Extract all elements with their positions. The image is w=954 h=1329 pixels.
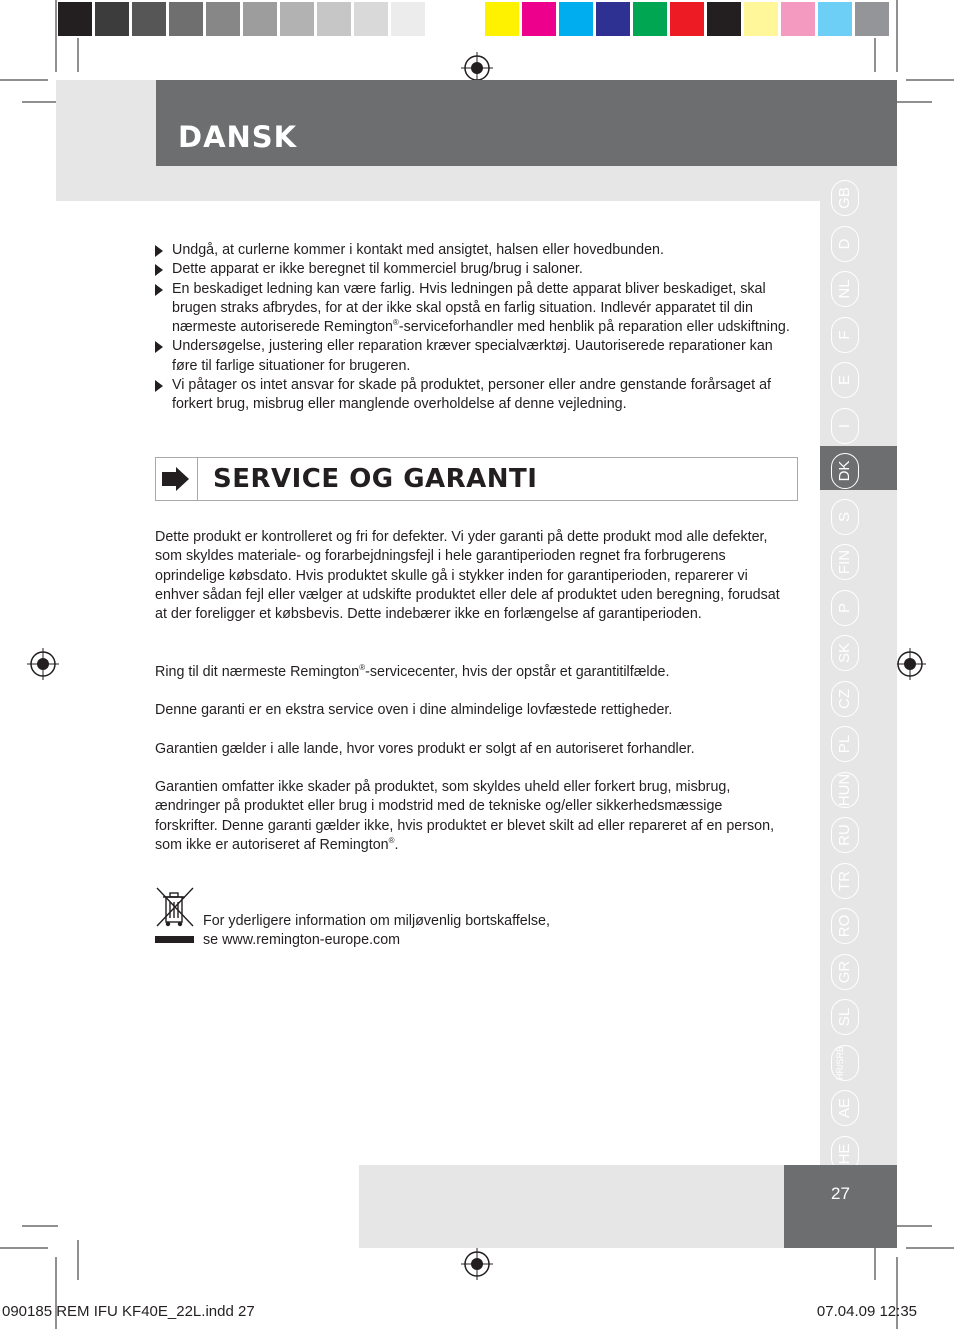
- language-tab-label: RU: [836, 824, 853, 846]
- language-tab-label: PL: [836, 734, 853, 754]
- language-tab-label: SL: [836, 1007, 853, 1027]
- language-tab-label: HR/SRB: [835, 1045, 845, 1080]
- triangle-bullet-icon: [155, 284, 163, 296]
- language-tab-label: F: [836, 329, 853, 340]
- section-arrow-box: [155, 457, 198, 501]
- page-title: DANSK: [178, 120, 298, 154]
- language-tab-label: HUN: [836, 773, 853, 806]
- language-tab-label: SK: [836, 643, 853, 664]
- language-tab-label: I: [836, 423, 853, 428]
- language-tab-label: E: [836, 375, 853, 386]
- section-title: SERVICE OG GARANTI: [213, 464, 538, 494]
- list-item: Undgå, at curlerne kommer i kontakt med ansigtet, halsen eller hovedbunden.: [155, 241, 795, 260]
- print-timestamp: 07.04.09 12:35: [816, 1303, 917, 1320]
- paragraph: Dette produkt er kontrolleret og fri for defekter. Vi yder garanti på dette produkt mod alle defekter, som skyldes materiale- og forarbejdningsfejl i hele garantiperioden regnet fra forbrugerens oprindelige købsdato. Hvis produktet skulle gå i stykker inden for garantiperioden, reparerer vi enhver sådan fejl eller vælger at udskifte produktet eller dele af produktet uden beregning, forudsat at der foreligger et købsbevis. Dette indebærer ikke en forlængelse af garantiperioden.: [155, 529, 780, 623]
- page-number: 27: [831, 1184, 850, 1203]
- registration-mark-icon: [894, 648, 926, 680]
- footer-band: [359, 1165, 784, 1248]
- triangle-bullet-icon: [155, 264, 163, 276]
- page-number-box: [784, 1165, 897, 1248]
- paragraph: Garantien omfatter ikke skader på produktet, som skyldes uheld eller forkert brug, misbrug, ændringer på produktet eller brug i modstrid med de tekniske og/eller sikkerhedsmæssige forskrifter. Denne garanti gælder ikke, hvis produktet er blevet skilt ad eller repareret af en person, som ikke er autoriseret af Remington®.: [155, 779, 775, 853]
- crossed-bin-icon: [155, 886, 195, 948]
- list-item: Undersøgelse, justering eller reparation kræver specialværktøj. Uautoriserede reparationer kan føre til farlige situationer for brugeren.: [155, 337, 795, 376]
- file-info: 090185 REM IFU KF40E_22L.indd 27: [2, 1303, 255, 1320]
- language-tab-label: P: [836, 602, 853, 613]
- language-tab-label: D: [836, 238, 853, 249]
- registration-mark-icon: [27, 648, 59, 680]
- list-item: Dette apparat er ikke beregnet til kommerciel brug/brug i saloner.: [155, 260, 795, 279]
- language-tab-label: GR: [836, 960, 853, 983]
- list-item: Vi påtager os intet ansvar for skade på produktet, personer eller andre genstande forårsaget af forkert brug, misbrug eller manglende overholdelse af denne vejledning.: [155, 376, 795, 415]
- language-tab-label: CZ: [836, 688, 853, 709]
- language-tab-label: FIN: [836, 549, 853, 575]
- language-tab-label: DK: [836, 460, 853, 482]
- language-tab-label: HE: [836, 1143, 853, 1164]
- triangle-bullet-icon: [155, 380, 163, 392]
- triangle-bullet-icon: [155, 341, 163, 353]
- language-tab-label: GB: [836, 187, 853, 209]
- paragraph: Garantien gælder i alle lande, hvor vores produkt er solgt af en autoriseret forhandler.: [155, 741, 695, 757]
- language-tab-label: AE: [836, 1098, 853, 1119]
- language-tab-label: TR: [836, 870, 853, 891]
- language-tab-label: RO: [836, 914, 853, 938]
- registration-mark-icon: [461, 1248, 493, 1280]
- safety-bullet-list: [155, 241, 795, 415]
- disposal-text: For yderligere information om miljøvenlig bortskaffelse, se www.remington-europe.com: [203, 913, 550, 949]
- list-item: En beskadiget ledning kan være farlig. Hvis ledningen på dette apparat bliver beskadiget, skal brugen straks afbrydes, for at der ikke skal opstå en farlig situation. Indlevér apparatet til din nærmeste autoriserede Remington®-serviceforhandler med henblik på reparation eller udskiftning.: [155, 280, 795, 338]
- triangle-bullet-icon: [155, 245, 163, 257]
- paragraph: Ring til dit nærmeste Remington®-servicecenter, hvis der opstår et garantitilfælde.: [155, 663, 670, 680]
- paragraph: Denne garanti er en ekstra service oven i dine almindelige lovfæstede rettigheder.: [155, 702, 673, 718]
- language-tab-label: S: [836, 511, 853, 522]
- language-tab-label: NL: [836, 279, 853, 299]
- arrow-right-icon: [155, 457, 198, 501]
